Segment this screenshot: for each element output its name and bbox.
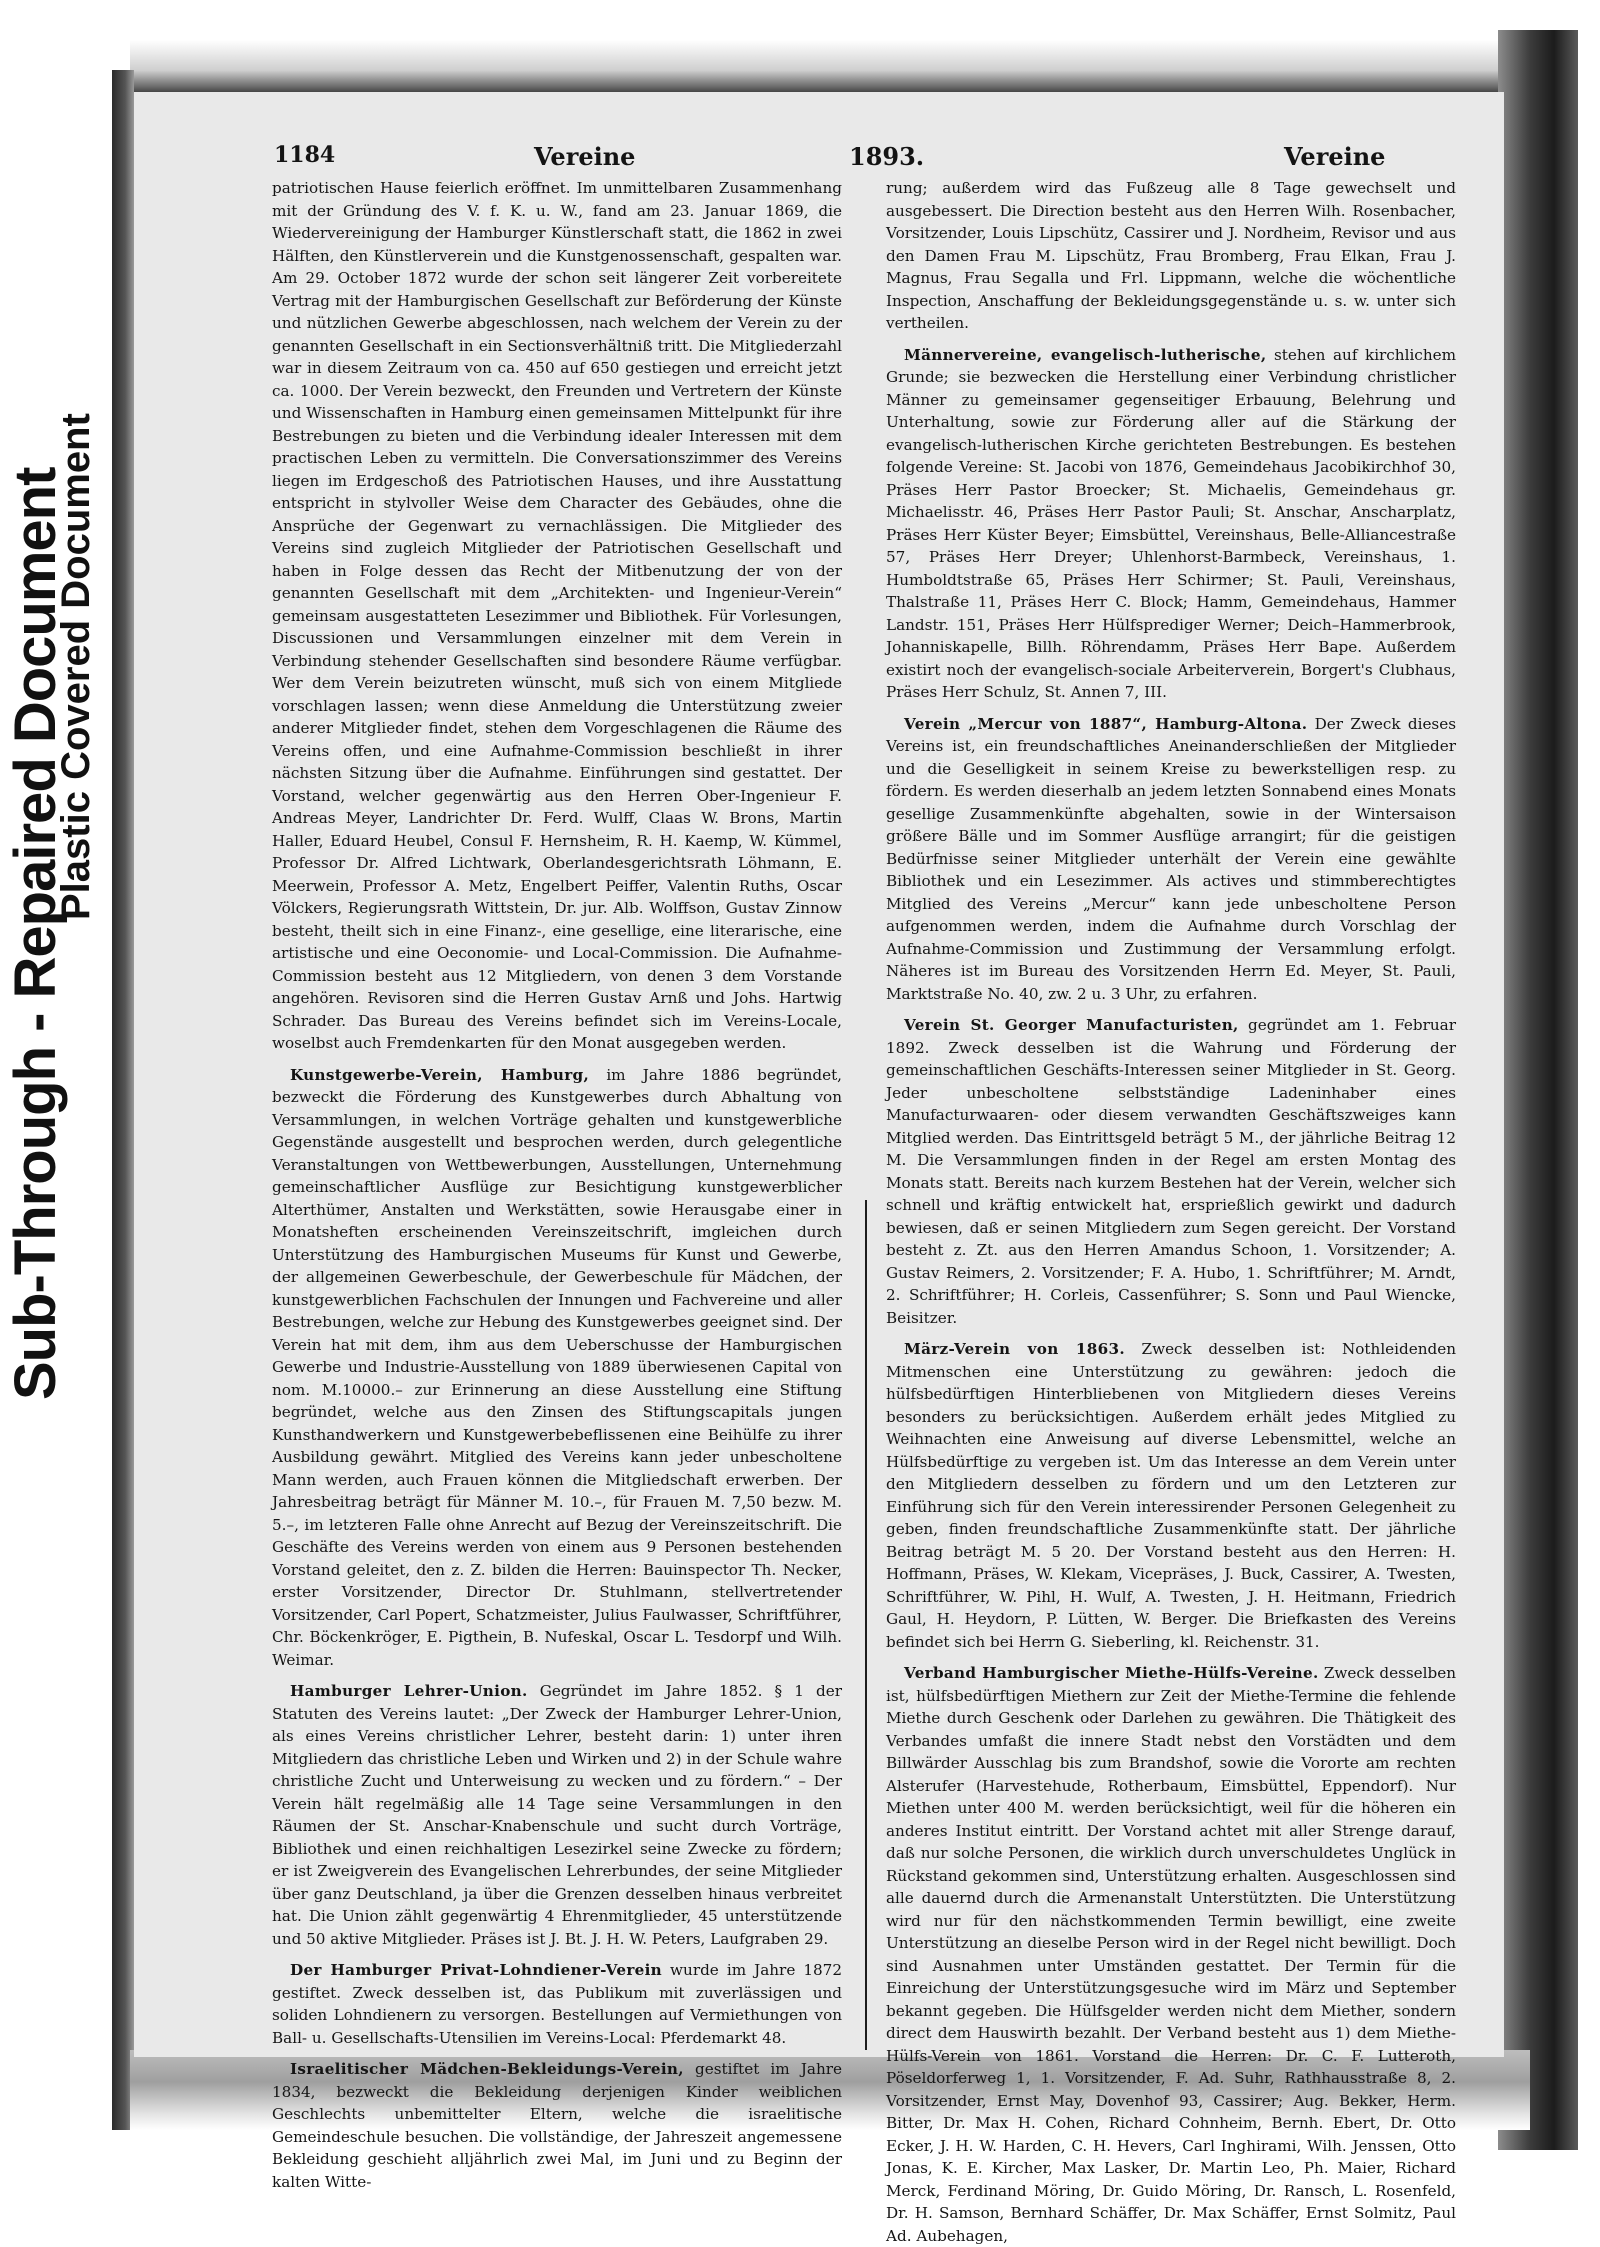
scan-right-shadow <box>1498 30 1578 2150</box>
entry-body: gegründet am 1. Februar 1892. Zweck desselben ist die Wahrung und Förderung der gemeinschaftlichen Geschäfts-Interessen seiner Mitglieder in St. Georg. Jeder unbescholtene selbstständige Ladeninhaber eines Manufacturwaaren- oder diesem verwandten Geschäftszweiges kann Mitglied werden. Das Eintrittsgeld beträgt 5 M., der jährliche Beitrag 12 M. Die Versammlungen finden in der Regel am ersten Montag des Monats statt. Bereits nach kurzem Bestehen hat der Verein, welcher sich schnell und kräftig entwickelt hat, ersprießlich gewirkt und dadurch bewiesen, daß er seinen Mitgliedern zum Segen gereicht. Der Vorstand besteht z. Zt. aus den Herren Amandus Schoon, 1. Vorsitzender; A. Gustav Reimers, 2. Vorsitzender; F. A. Hubo, 1. Schriftführer; M. Arndt, 2. Schriftführer; H. Corleis, Cassenführer; S. Sonn und Paul Wiencke, Beisitzer. <box>886 1016 1456 1327</box>
entry <box>886 1014 1456 1329</box>
running-title-left: Vereine <box>534 142 636 171</box>
entry <box>272 1680 842 1950</box>
entry-body: rung; außerdem wird das Fußzeug alle 8 Tage gewechselt und ausgebessert. Die Direction besteht aus den Herren Wilh. Rosenbacher, Vorsitzender, Louis Lipschütz, Cassirer und J. Nordheim, Revisor und aus den Damen Frau M. Lipschütz, Frau Bromberg, Frau Elkan, Frau J. Magnus, Frau Segalla und Frl. Lippmann, welche die wöchentliche Inspection, Anschaffung der Bekleidungsgegenstände u. s. w. unter sich vertheilen. <box>886 179 1456 332</box>
entry <box>272 1959 842 2049</box>
right-column <box>886 177 1457 2245</box>
entry-title: Israelitischer Mädchen-Bekleidungs-Verein, <box>290 2060 684 2078</box>
column-divider <box>865 1200 867 2050</box>
entry-title: Männervereine, evangelisch-lutherische, <box>904 345 1267 364</box>
entry-title: Kunstgewerbe-Verein, Hamburg, <box>290 1065 590 1084</box>
entry-body: gestiftet im Jahre 1834, bezweckt die Bekleidung derjenigen Kinder weiblichen Geschlechts unbemittelter Eltern, welche die israelitische Gemeindeschule besuchen. Die vollständige, der Jahreszeit angemessene Bekleidung geschieht alljährlich zwei Mal, im Juni und zu Beginn der kalten Witte- <box>272 2060 842 2191</box>
page-header <box>274 142 1414 178</box>
entry-title: Hamburger Lehrer-Union. <box>290 1682 528 1700</box>
book-gutter-edge <box>112 70 134 2130</box>
running-year: 1893. <box>849 142 925 171</box>
entry <box>272 177 842 1055</box>
entry <box>886 1338 1456 1653</box>
entry-title: Der Hamburger Privat-Lohndiener-Verein <box>290 1961 662 1979</box>
entry <box>886 713 1456 1006</box>
entry-body: Zweck desselben ist, hülfsbedürftigen Miethern zur Zeit der Miethe-Termine die fehlende Miethe durch Geschenk oder Darlehen zu gewähren. Die Thätigkeit des Verbandes umfaßt die innere Stadt nebst den Vorstädten und dem Billwärder Ausschlag bis zum Brandshof, sowie die Vororte am rechten Alsterufer (Harvestehude, Rotherbaum, Eimsbüttel, Eppendorf). Nur Miethen unter 400 M. werden berücksichtigt, weil für die höheren ein anderes Institut eintritt. Der Vorstand achtet mit aller Strenge darauf, daß nur solche Personen, die wirklich durch unverschuldetes Unglück in Rückstand gekommen sind, Unterstützung erhalten. Ausgeschlossen sind alle dauernd durch die Armenanstalt Unterstützten. Die Unterstützung wird nur für den nächstkommenden Termin bewilligt, eine zweite Unterstützung an dieselbe Person wird in der Regel nicht bewilligt. Doch sind Ausnahmen unter Umständen gestattet. Der Termin für die Einreichung der Unterstützungsgesuche wird im März und September bekannt gegeben. Die Hülfsgelder werden nicht dem Miether, sondern direct dem Hauswirth bezahlt. Der Verband besteht aus 1) dem Miethe-Hülfs-Verein von 1861. Vorstand die Herren: Dr. C. F. Lutteroth, Pöseldorferweg 1, 1. Vorsitzender, F. Ad. Suhr, Rathhausstraße 8, 2. Vorsitzender, Ernst May, Dovenhof 93, Cassirer; Aug. Bekker, Herm. Bitter, Dr. Max H. Cohen, Richard Cohnheim, Bernh. Ebert, Dr. Otto Ecker, J. H. W. Harden, C. H. Hevers, Carl Inghirami, Wilh. Jenssen, Otto Jonas, K. E. Kircher, Max Lasker, Dr. Martin Leo, Ph. Maier, Richard Merck, Ferdinand Möring, Dr. Guido Möring, Dr. Ransch, L. Rosenfeld, Dr. H. Samson, Bernhard Schäffer, Dr. Max Schäffer, Ernst Solmitz, Paul Ad. Aubehagen, <box>886 1664 1457 2245</box>
entry-body: Zweck desselben ist: Nothleidenden Mitmenschen eine Unterstützung zu gewähren: jedoch die hülfsbedürftigen Hinterbliebenen von Mitgliedern dieses Vereins besonders zu berücksichtigen. Außerdem erhält jedes Mitglied zu Weihnachten eine Anweisung auf diverse Lebensmittel, welche an Hülfsbedürftige zu vergeben ist. Um das Interesse an dem Verein unter den Mitgliedern desselben zu fördern und um den Letzteren zur Einführung sich für den Verein interessirender Personen Gelegenheit zu geben, finden freundschaftliche Zusammenkünfte statt. Der jährliche Beitrag beträgt M. 5 20. Der Vorstand besteht aus den Herren: H. Hoffmann, Präses, W. Klekam, Vicepräses, J. Buck, Cassirer, A. Twesten, Schriftführer, W. Pihl, H. Wulf, A. Twesten, J. H. Heitmann, Friedrich Gaul, H. Heydorn, P. Lütten, W. Berger. Die Briefkasten des Vereins befindet sich bei Herrn G. Sieberling, kl. Reichenstr. 31. <box>886 1340 1456 1651</box>
entry-body: patriotischen Hause feierlich eröffnet. Im unmittelbaren Zusammenhang mit der Gründung des V. f. K. u. W., fand am 23. Januar 1869, die Wiedervereinigung der Hamburger Künstlerschaft statt, die 1862 in zwei Hälften, den Künstlerverein und die Kunstgenossenschaft, gespalten war. Am 29. October 1872 wurde der schon seit längerer Zeit vorbereitete Vertrag mit der Hamburgischen Gesellschaft zur Beförderung der Künste und nützlichen Gewerbe abgeschlossen, nach welchem der Verein zu der genannten Gesellschaft in ein Sectionsverhältniß tritt. Die Mitgliederzahl war in diesem Zeitraum von ca. 450 auf 650 gestiegen und erreicht jetzt ca. 1000. Der Verein bezweckt, den Freunden und Vertretern der Künste und Wissenschaften in Hamburg einen gemeinsamen Mittelpunkt für ihre Bestrebungen zu bieten und die Verbindung idealer Interessen mit dem practischen Leben zu vermitteln. Die Conversationszimmer des Vereins liegen im Erdgeschoß des Patriotischen Hauses, und ihre Ausstattung entspricht in stylvoller Weise dem Character des Gebäudes, ohne die Ansprüche der Gegenwart zu vernachlässigen. Die Mitglieder des Vereins sind zugleich Mitglieder der Patriotischen Gesellschaft und haben in Folge dessen das Recht der Mitbenutzung der von der genannten Gesellschaft mit dem „Architekten- und Ingenieur-Verein“ gemeinsam ausgestatteten Lesezimmer und Bibliothek. Für Vorlesungen, Discussionen und Versammlungen einzelner mit dem Verein in Verbindung stehender Gesellschaften sind besondere Räume verfügbar. Wer dem Verein beizutreten wünscht, muß sich von einem Mitgliede vorschlagen lassen; wenn diese Anmeldung die Unterstützung zweier anderer Mitglieder findet, stehen dem Vorgeschlagenen die Räume des Vereins offen, und eine Aufnahme-Commission beschließt in ihrer nächsten Sitzung über die Aufnahme. Einführungen sind gestattet. Der Vorstand, welcher gegenwärtig aus den Herren Ober-Ingenieur F. Andreas Meyer, Landrichter Dr. Ferd. Wulff, Claas W. Brons, Martin Haller, Eduard Heubel, Consul F. Hernsheim, R. H. Kaemp, W. Kümmel, Professor Dr. Alfred Lichtwark, Oberlandesgerichtsrath Löhmann, E. Meerwein, Professor A. Metz, Engelbert Peiffer, Valentin Ruths, Oscar Völckers, Regierungsrath Wittstein, Dr. jur. Alb. Wolffson, Gustav Zinnow besteht, theilt sich in eine Finanz-, eine gesellige, eine literarische, eine artistische und eine Oeconomie- und Local-Commission. Die Aufnahme-Commission besteht aus 12 Mitgliedern, von denen 3 dem Vorstande angehören. Revisoren sind die Herren Gustav Arnß und Johs. Hartwig Schrader. Das Bureau des Vereins befindet sich im Vereins-Locale, woselbst auch Fremdenkarten für den Monat ausgegeben werden. <box>272 179 842 1052</box>
entry-title: Verein St. Georger Manufacturisten, <box>904 1016 1239 1034</box>
entry-body: Der Zweck dieses Vereins ist, ein freundschaftliches Aneinanderschließen der Mitglieder und die Geselligkeit in seinem Kreise zu bewerkstelligen resp. zu fördern. Es werden dieserhalb an jedem letzten Sonnabend eines Monats gesellige Zusammenkünfte abgehalten, sowie in der Wintersaison größere Bälle und im Sommer Ausflüge arrangirt; für die geistigen Bedürfnisse seiner Mitglieder unterhält der Verein eine gewählte Bibliothek und ein Lesezimmer. Als actives und stimmberechtigtes Mitglied des Vereins „Mercur“ kann jede unbescholtene Person aufgenommen werden, indem die Aufnahme durch Vorschlag der Aufnahme-Commission und Zustimmung der Versammlung erfolgt. Näheres ist im Bureau des Vorsitzenden Herrn Ed. Meyer, St. Pauli, Marktstraße No. 40, zw. 2 u. 3 Uhr, zu erfahren. <box>886 714 1457 1003</box>
entry <box>272 1064 842 1672</box>
entry-body: stehen auf kirchlichem Grunde; sie bezwecken die Herstellung einer Verbindung christlicher Männer zu gemeinsamer gegenseitiger Erbauung, Belehrung und Unterhaltung, sowie zur Förderung aller auf die Stärkung der evangelisch-lutherischen Kirche gerichteten Bestrebungen. Es bestehen folgende Vereine: St. Jacobi von 1876, Gemeindehaus Jacobikirchhof 30, Präses Herr Pastor Broecker; St. Michaelis, Gemeindehaus gr. Michaelisstr. 46, Präses Herr Pastor Pauli; St. Anschar, Anscharplatz, Präses Herr Küster Beyer; Eimsbüttel, Vereinshaus, Belle-Alliancestraße 57, Präses Herr Dreyer; Uhlenhorst-Barmbeck, Vereinshaus, 1. Humboldtstraße 65, Präses Herr Schirmer; St. Pauli, Vereinshaus, Thalstraße 11, Präses Herr C. Block; Hamm, Gemeindehaus, Hammer Landstr. 151, Präses Herr Hülfsprediger Werner; Deich–Hammerbrook, Johanniskapelle, Billh. Röhrendamm, Präses Herr Bape. Außerdem existirt noch der evangelisch-sociale Arbeiterverein, Borgert's Clubhaus, Präses Herr Schulz, St. Annen 7, III. <box>886 345 1456 701</box>
scanner-label-line-1: Sub-Through - Repaired Document <box>3 467 68 1400</box>
left-column <box>272 177 843 2191</box>
entry <box>886 344 1456 704</box>
page-number: 1184 <box>274 142 336 168</box>
scan-top-edge <box>130 40 1570 95</box>
entry-title: Verein „Mercur von 1887“, Hamburg-Altona. <box>904 714 1308 733</box>
scanner-label-line-2: Plastic Covered Document <box>54 413 98 920</box>
entry-title: Verband Hamburgischer Miethe-Hülfs-Vereine. <box>904 1664 1319 1682</box>
entry-body: im Jahre 1886 begründet, bezweckt die Förderung des Kunstgewerbes durch Abhaltung von Versammlungen, in welchen Vorträge gehalten und kunstgewerbliche Gegenstände ausgestellt und besprochen werden, durch gelegentliche Veranstaltungen von Wettbewerbungen, Ausstellungen, Unternehmung gemeinschaftlicher Ausflüge zur Besichtigung kunstgewerblicher Alterthümer, Anstalten und Werkstätten, sowie Herausgabe einer in Monatsheften erscheinenden Vereinszeitschrift, imgleichen durch Unterstützung des Hamburgischen Museums für Kunst und Gewerbe, der allgemeinen Gewerbeschule, der Gewerbeschule für Mädchen, der kunstgewerblichen Fachschulen der Innungen und Fachvereine und aller Bestrebungen, welche zur Hebung des Kunstgewerbes geeignet sind. Der Verein hat mit dem, ihm aus dem Ueberschusse der Hamburgischen Gewerbe und Industrie-Ausstellung von 1889 überwiesenen Capital von nom. M.10000.– zur Erinnerung an diese Ausstellung eine Stiftung begründet, welche aus den Zinsen des Stiftungscapitals jungen Kunsthandwerkern und Kunstgewerbebeflissenen eine Beihülfe zu ihrer Ausbildung gewährt. Mitglied des Vereins kann jeder unbescholtene Mann werden, auch Frauen können die Mitgliedschaft erwerben. Der Jahresbeitrag beträgt für Männer M. 10.–, für Frauen M. 7,50 bezw. M. 5.–, im letzteren Falle ohne Anrecht auf Bezug der Vereinszeitschrift. Die Geschäfte des Vereins werden von einem aus 9 Personen bestehenden Vorstand geleitet, den z. Z. bilden die Herren: Bauinspector Th. Necker, erster Vorsitzender, Director Dr. Stuhlmann, stellvertretender Vorsitzender, Carl Popert, Schatzmeister, Julius Faulwasser, Schriftführer, Chr. Böckenkröger, E. Pigthein, B. Nufeskal, Oscar L. Tesdorpf und Wilh. Weimar. <box>272 1065 843 1669</box>
entry <box>886 177 1456 335</box>
entry-body: wurde im Jahre 1872 gestiftet. Zweck desselben ist, das Publikum mit zuverlässigen und soliden Lohndienern zu versorgen. Bestellungen auf Vermiethungen von Ball- u. Gesellschafts-Utensilien im Vereins-Local: Pferdemarkt 48. <box>272 1961 842 2047</box>
entry <box>272 2058 842 2193</box>
document-page <box>134 92 1504 2245</box>
entry-body: Gegründet im Jahre 1852. § 1 der Statuten des Vereins lautet: „Der Zweck der Hamburger Lehrer-Union, als eines Vereins christlicher Lehrer, besteht darin: 1) unter ihren Mitgliedern das christliche Leben und Wirken und 2) in der Schule wahre christliche Zucht und Unterweisung zu wecken und zu fördern.“ – Der Verein hält regelmäßig alle 14 Tage seine Versammlungen in den Räumen der St. Anschar-Knabenschule und sucht durch Vorträge, Bibliothek und einen reichhaltigen Lesezirkel seine Zwecke zu fördern; er ist Zweigverein des Evangelischen Lehrerbundes, der seine Mitglieder über ganz Deutschland, ja über die Grenzen desselben hinaus verbreitet hat. Die Union zählt gegenwärtig 4 Ehrenmitglieder, 45 unterstützende und 50 aktive Mitglieder. Präses ist J. Bt. J. H. W. Peters, Laufgraben 29. <box>272 1682 843 1948</box>
running-title-right: Vereine <box>1284 142 1386 171</box>
entry-title: März-Verein von 1863. <box>904 1340 1125 1358</box>
scanner-label-strip <box>0 0 125 2177</box>
entry <box>886 1662 1456 2247</box>
